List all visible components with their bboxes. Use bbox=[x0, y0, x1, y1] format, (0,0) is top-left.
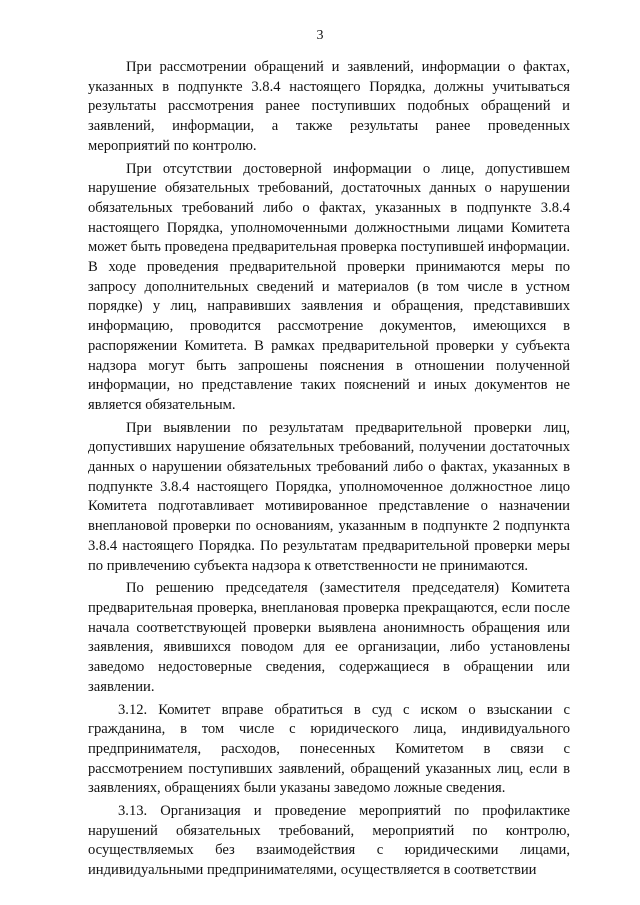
paragraph-review-of-appeals: При рассмотрении обращений и заявлений, информации о фактах, указанных в подпункте 3.8.4 настоящего Порядка, должны учитываться результаты рассмотрения ранее поступивших подобных обращений и заявлений, информации, а также результаты ранее проведенных мероприятий по контролю. bbox=[88, 59, 570, 154]
paragraph-preliminary-check: При отсутствии достоверной информации о лице, допустившем нарушение обязательных требований, достаточных данных о нарушении обязательных требований либо о фактах, указанных в подпункте 3.8.4 настоящего Порядка, уполномоченными должностными лицами Комитета может быть проведена предварительная проверка поступившей информации. В ходе проведения предварительной проверки принимаются меры по запросу дополнительных сведений и материалов (в том числе в устном порядке) у лиц, направивших заявления и обращения, представивших информацию, проводится рассмотрение документов, имеющихся в распоряжении Комитета. В рамках предварительной проверки у субъекта надзора могут быть запрошены пояснения в отношении полученной информации, но представление таких пояснений и иных документов не является обязательным. bbox=[88, 160, 570, 413]
paragraph-termination-of-check: По решению председателя (заместителя председателя) Комитета предварительная проверка, внеплановая проверка прекращаются, если после начала соответствующей проверки выявлена анонимность обращения или заявления, явившихся поводом для ее организации, либо установлены заведомо недостоверные сведения, содержащиеся в обращении или заявлении. bbox=[88, 580, 570, 695]
paragraph-unscheduled-inspection: При выявлении по результатам предварительной проверки лиц, допустивших нарушение обязательных требований, получении достаточных данных о нарушении обязательных требований либо о фактах, указанных в подпункте 3.8.4 настоящего Порядка, уполномоченное должностное лицо Комитета подготавливает мотивированное представление о назначении внеплановой проверки по основаниям, указанным в подпункте 2 подпункта 3.8.4 настоящего Порядка. По результатам предварительной проверки меры по привлечению субъекта надзора к ответственности не принимаются. bbox=[88, 419, 570, 574]
page-number: 3 bbox=[316, 28, 324, 43]
paragraph-3-13: 3.13. Организация и проведение мероприятий по профилактике нарушений обязательных требований, мероприятий по контролю, осуществляемых без взаимодействия с юридическими лицами, индивидуальными предпринимателями, осуществляется в соответствии bbox=[88, 803, 570, 879]
paragraph-3-12: 3.12. Комитет вправе обратиться в суд с иском о взыскании с гражданина, в том числе с юридического лица, индивидуального предпринимателя, расходов, понесенных Комитетом в связи с рассмотрением поступивших заявлений, обращений указанных лиц, если в заявлениях, обращениях были указаны заведомо ложные сведения. bbox=[88, 701, 570, 797]
document-body bbox=[88, 58, 570, 884]
